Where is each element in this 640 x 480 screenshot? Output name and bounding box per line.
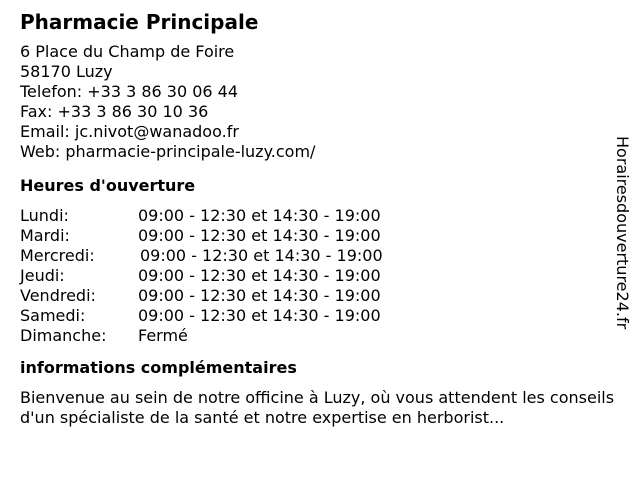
hours-time-value: 09:00 - 12:30 et 14:30 - 19:00	[140, 246, 383, 265]
hours-time-value: 09:00 - 12:30 et 14:30 - 19:00	[138, 266, 381, 285]
website-url: Web: pharmacie-principale-luzy.com/	[20, 142, 316, 161]
fax-number: Fax: +33 3 86 30 10 36	[20, 102, 209, 121]
info-description: Bienvenue au sein de notre officine à Luzy, où vous attendent les conseils d'un spécialiste de la santé et notre expertise en herborist...	[20, 388, 615, 427]
email-address: Email: jc.nivot@wanadoo.fr	[20, 122, 239, 141]
info-heading: informations complémentaires	[20, 358, 297, 377]
hours-table	[20, 206, 632, 346]
hours-day-label: Mardi:	[20, 226, 70, 245]
hours-day-label: Dimanche:	[20, 326, 107, 345]
pharmacy-name: Pharmacie Principale	[20, 10, 259, 34]
hours-time-value: 09:00 - 12:30 et 14:30 - 19:00	[138, 286, 381, 305]
hours-day-label: Samedi:	[20, 306, 86, 325]
hours-day-label: Mercredi:	[20, 246, 95, 265]
site-watermark: Horairesdouverture24.fr	[613, 136, 632, 330]
hours-row-wednesday	[20, 246, 632, 266]
hours-day-label: Jeudi:	[20, 266, 65, 285]
address-city: 58170 Luzy	[20, 62, 113, 81]
contact-block	[20, 42, 632, 162]
hours-day-label: Vendredi:	[20, 286, 96, 305]
hours-heading: Heures d'ouverture	[20, 176, 196, 195]
hours-time-value: 09:00 - 12:30 et 14:30 - 19:00	[138, 206, 381, 225]
pharmacy-card	[20, 10, 632, 428]
hours-row-thursday	[20, 266, 632, 286]
hours-row-friday	[20, 286, 632, 306]
hours-time-value: 09:00 - 12:30 et 14:30 - 19:00	[138, 226, 381, 245]
hours-time-value: Fermé	[138, 326, 188, 345]
hours-row-tuesday	[20, 226, 632, 246]
hours-time-value: 09:00 - 12:30 et 14:30 - 19:00	[138, 306, 381, 325]
hours-day-label: Lundi:	[20, 206, 69, 225]
hours-row-monday	[20, 206, 632, 226]
hours-row-saturday	[20, 306, 632, 326]
phone-number: Telefon: +33 3 86 30 06 44	[20, 82, 239, 101]
address-street: 6 Place du Champ de Foire	[20, 42, 235, 61]
hours-row-sunday	[20, 326, 632, 346]
